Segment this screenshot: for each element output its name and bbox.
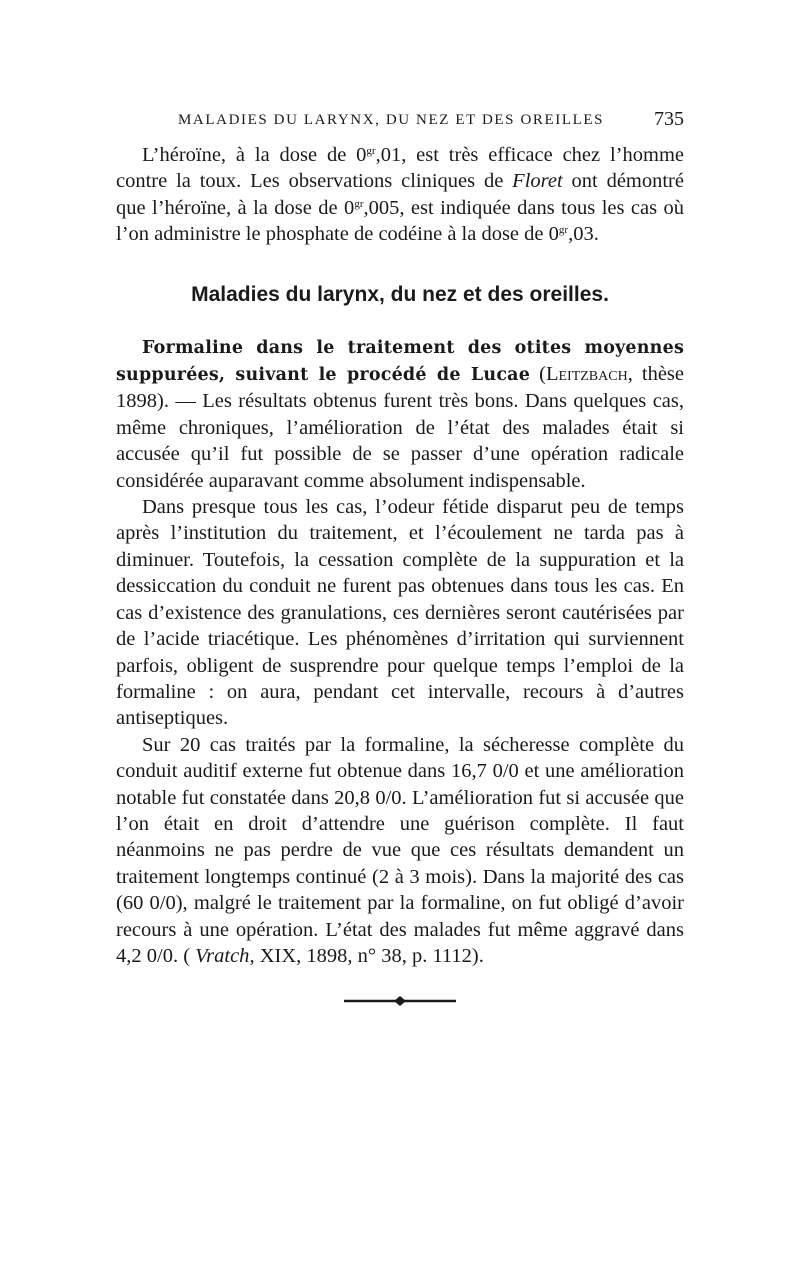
- section-title: Maladies du larynx, du nez et des oreilles.: [191, 282, 609, 306]
- article-text-1: , thèse 1898). — Les résultats obtenus furent très bons. Dans quelques cas, même chroniques, l’amélioration de l’état des malades était si accusée qu’il fut possible de se passer d’une opération radicale considérée auparavant comme absolument indispensable.: [116, 363, 685, 492]
- unit-gram-1: gr: [366, 145, 376, 157]
- article-lead-title: Formaline dans le traitement des otites moyennes suppurées, suivant le procédé de Lucae: [116, 337, 684, 386]
- page-number: 735: [654, 108, 684, 130]
- intro-text-3: ont démontré que l’héroïne, à la dose de 0: [116, 170, 684, 219]
- source-author: Leitzbach: [545, 363, 628, 386]
- intro-paragraph: [116, 142, 684, 248]
- article-paragraph-1: [116, 334, 684, 494]
- citation-rest: , XIX, 1898, n° 38, p. 1112).: [249, 944, 484, 967]
- book-page: [116, 108, 684, 1007]
- article-text-3: Sur 20 cas traités par la formaline, la sécheresse complète du conduit auditif externe fut obtenue dans 16,7 0/0 et une amélioration notable fut constatée dans 20,8 0/0. L’amélioration fut si accusée que l’on était en droit d’attendre une guérison complète. Il faut néanmoins ne pas perdre de vue que ces résultats demandent un traitement longtemps continué (2 à 3 mois). Dans la majorité des cas (60 0/0), malgré le traitement par la formaline, on fut obligé d’avoir recours à une opération. L’état des malades fut même aggravé dans 4,2 0/0.: [116, 733, 684, 967]
- intro-text-4: ,005, est indiquée dans tous les cas où l’on administre le phosphate de codéine à la dose de 0: [116, 196, 684, 246]
- article-paragraph-3: [116, 732, 684, 970]
- end-ornament: [344, 995, 456, 1007]
- intro-text-1: L’héroïne, à la dose de 0: [142, 144, 367, 166]
- article-paragraph-2: Dans presque tous les cas, l’odeur fétide disparut peu de temps après l’institution du traitement, et l’écoulement ne tarda pas à diminuer. Toutefois, la cessation complète de la suppuration et la dessiccation du conduit ne furent pas obtenues dans tous les cas. En cas d’existence des granulations, ces dernières seront cautérisées par de l’acide triacétique. Les phénomènes d’irritation qui surviennent parfois, obligent de susprendre pour quelque temps l’emploi de la formaline : on aura, pendant cet intervalle, recours à d’autres antiseptiques.: [116, 496, 684, 730]
- citation-open: (: [178, 944, 196, 967]
- citation-journal: Vratch: [195, 944, 250, 967]
- unit-gram-2: gr: [354, 197, 364, 210]
- running-title: MALADIES DU LARYNX, DU NEZ ET DES OREILLES: [178, 112, 605, 128]
- intro-text-5: ,03.: [568, 223, 599, 246]
- author-floret: Floret: [512, 170, 563, 193]
- running-head: [116, 108, 684, 138]
- unit-gram-3: gr: [558, 224, 569, 237]
- intro-text-2: ,01, est très efficace chez l’homme contre la toux. Les observations cliniques de: [116, 144, 684, 193]
- divider-ornament-icon: [344, 995, 456, 1007]
- source-open: (: [530, 363, 546, 386]
